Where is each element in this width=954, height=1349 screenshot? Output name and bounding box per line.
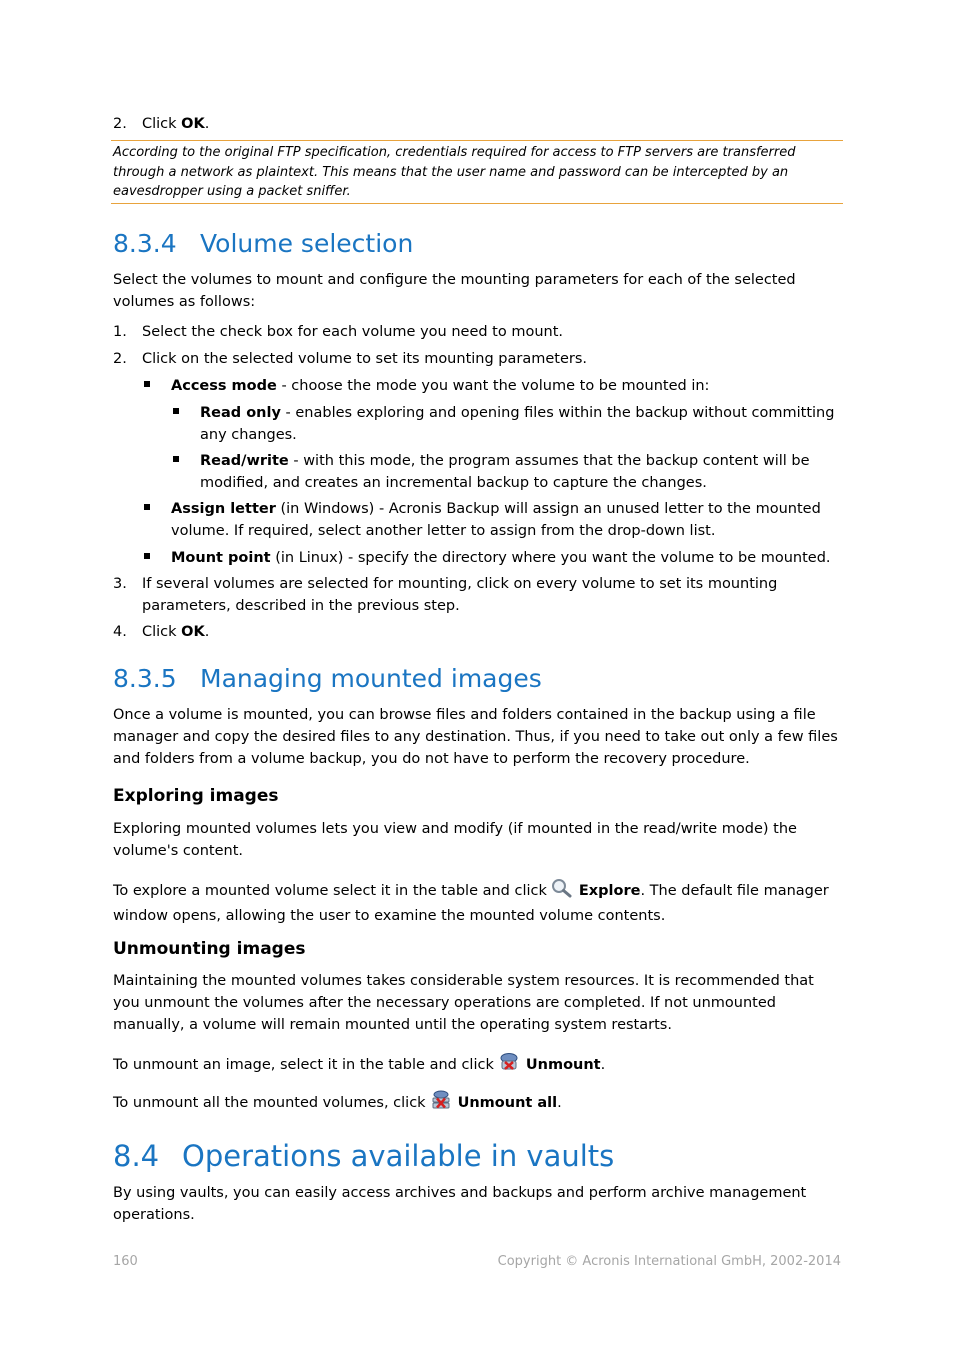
exploring-paragraph: Exploring mounted volumes lets you view and modify (if mounted in the read/write mode) the volume's content. [113,821,797,859]
unmounting-paragraph: Maintaining the mounted volumes takes considerable system resources. It is recommended that you unmount the volumes after the necessary operations are completed. If not unmounted manually, a volume will remain mounted until the operating system restarts. [113,973,814,1033]
step-click-ok: Click OK. [142,116,210,132]
ftp-note-text: According to the original FTP specification, credentials required for access to FTP servers are transferred through a network as plaintext. This means that the user name and password can be intercepted by an eavesdropper using a packet sniffer. [113,145,796,199]
copyright: Copyright © Acronis International GmbH, 2002-2014 [497,1254,841,1269]
bullet-access-mode: Access mode - choose the mode you want the volume to be mounted in: [171,378,710,394]
section-heading-835: 8.3.5 Managing mounted images [113,664,542,693]
unmount-instruction: To unmount an image, select it in the table and click Unmount. [113,1052,843,1079]
bullet-square-icon [144,381,150,387]
unmount-all-icon [430,1090,452,1117]
bullet-mount-point: Mount point (in Linux) - specify the directory where you want the volume to be mounted. [171,550,831,566]
section-heading-84: 8.4 Operations available in vaults [113,1139,615,1173]
bullet-square-icon [144,504,150,510]
unmount-all-instruction: To unmount all the mounted volumes, click Unmount all. [113,1090,843,1117]
managing-intro: Once a volume is mounted, you can browse files and folders contained in the backup using a file manager and copy the desired files to any destination. Thus, if you need to take out only a few files and folders from a volume backup, you do not have to perform the recovery procedure. [113,707,838,767]
volume-selection-intro: Select the volumes to mount and configure the mounting parameters for each of the selected volumes as follows: [113,272,796,310]
page-number: 160 [113,1254,138,1269]
vaults-intro: By using vaults, you can easily access archives and backups and perform archive management operations. [113,1185,807,1223]
step-number: 3. [113,576,127,592]
step-number: 4. [113,624,127,640]
step-click-ok-final: Click OK. [142,624,210,640]
bullet-square-icon [173,408,179,414]
magnifier-icon [551,878,573,905]
bullet-square-icon [144,553,150,559]
explore-instruction: To explore a mounted volume select it in the table and click Explore. The default file manager window opens, allowing the user to examine the mounted volume contents. [113,878,843,927]
step-several-volumes: If several volumes are selected for mounting, click on every volume to set its mounting parameters, described in the previous step. [142,576,778,614]
unmount-icon [498,1052,520,1079]
step-number: 2. [113,351,127,367]
bullet-assign-letter: Assign letter (in Windows) - Acronis Backup will assign an unused letter to the mounted volume. If required, select another letter to assign from the drop-down list. [171,501,821,539]
exploring-heading: Exploring images [113,786,279,806]
section-heading-834: 8.3.4 Volume selection [113,229,414,258]
unmounting-heading: Unmounting images [113,939,306,959]
step-number: 2. [113,116,127,132]
bullet-read-write: Read/write - with this mode, the program assumes that the backup content will be modified, and creates an incremental backup to capture the changes. [200,453,810,491]
step-click-volume: Click on the selected volume to set its mounting parameters. [142,351,587,367]
step-select-checkbox: Select the check box for each volume you need to mount. [142,324,564,340]
bullet-square-icon [173,456,179,462]
bullet-read-only: Read only - enables exploring and opening files within the backup without committing any changes. [200,405,835,443]
step-number: 1. [113,324,127,340]
ftp-note [111,140,843,204]
